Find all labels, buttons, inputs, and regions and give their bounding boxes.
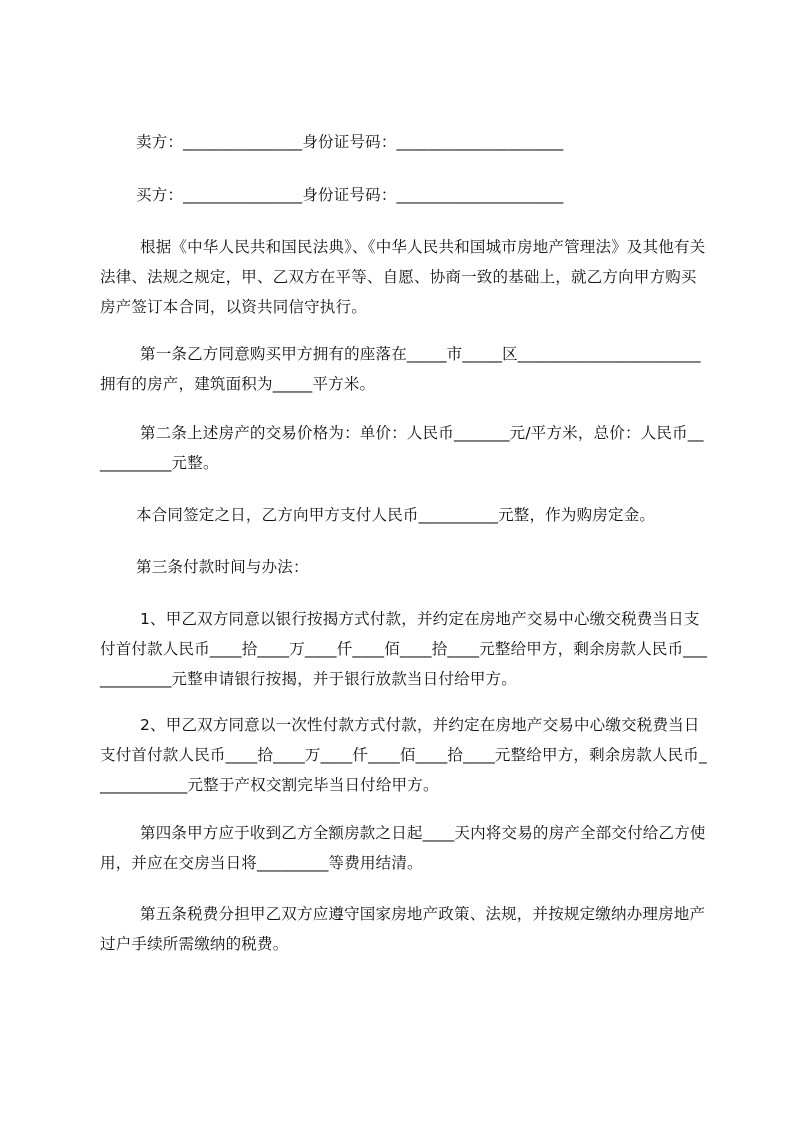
preamble-paragraph: 根据《中华人民共和国民法典》、《中华人民共和国城市房地产管理法》及其他有关法律、法规之规定，甲、乙双方在平等、自愿、协商一致的基础上，就乙方向甲方购买房产签订本合同，以资共同信守执行。 bbox=[100, 238, 706, 316]
article-5: 第五条税费分担甲乙双方应遵守国家房地产政策、法规，并按规定缴纳办理房地产过户手续所需缴纳的税费。 bbox=[100, 905, 706, 953]
deposit-paragraph: 本合同签定之日，乙方向甲方支付人民币__________元整，作为购房定金。 bbox=[136, 506, 656, 524]
article-1: 第一条乙方同意购买甲方拥有的座落在_____市_____区_______________________拥有的房产，建筑面积为_____平方米。 bbox=[100, 345, 701, 393]
article-3-item-1: 1、甲乙双方同意以银行按揭方式付款，并约定在房地产交易中心缴交税费当日支付首付款人民币____拾____万____仟____佰____拾____元整给甲方，剩余房款人民币____________元整申请银行按揭，并于银行放款当日付给甲方。 bbox=[100, 610, 708, 688]
article-2: 第二条上述房产的交易价格为：单价：人民币_______元/平方米，总价：人民币___________元整。 bbox=[100, 424, 704, 472]
article-3-title: 第三条付款时间与办法： bbox=[136, 558, 309, 576]
seller-line: 卖方：_______________身份证号码：_____________________ bbox=[136, 133, 564, 151]
article-4: 第四条甲方应于收到乙方全额房款之日起____天内将交易的房产全部交付给乙方使用，并应在交房当日将_________等费用结清。 bbox=[100, 824, 706, 872]
buyer-line: 买方：_______________身份证号码：_____________________ bbox=[136, 186, 564, 204]
article-3-item-2: 2、甲乙双方同意以一次性付款方式付款，并约定在房地产交易中心缴交税费当日支付首付款人民币____拾____万____仟____佰____拾____元整给甲方，剩余房款人民币____________元整于产权交割完毕当日付给甲方。 bbox=[100, 716, 707, 794]
